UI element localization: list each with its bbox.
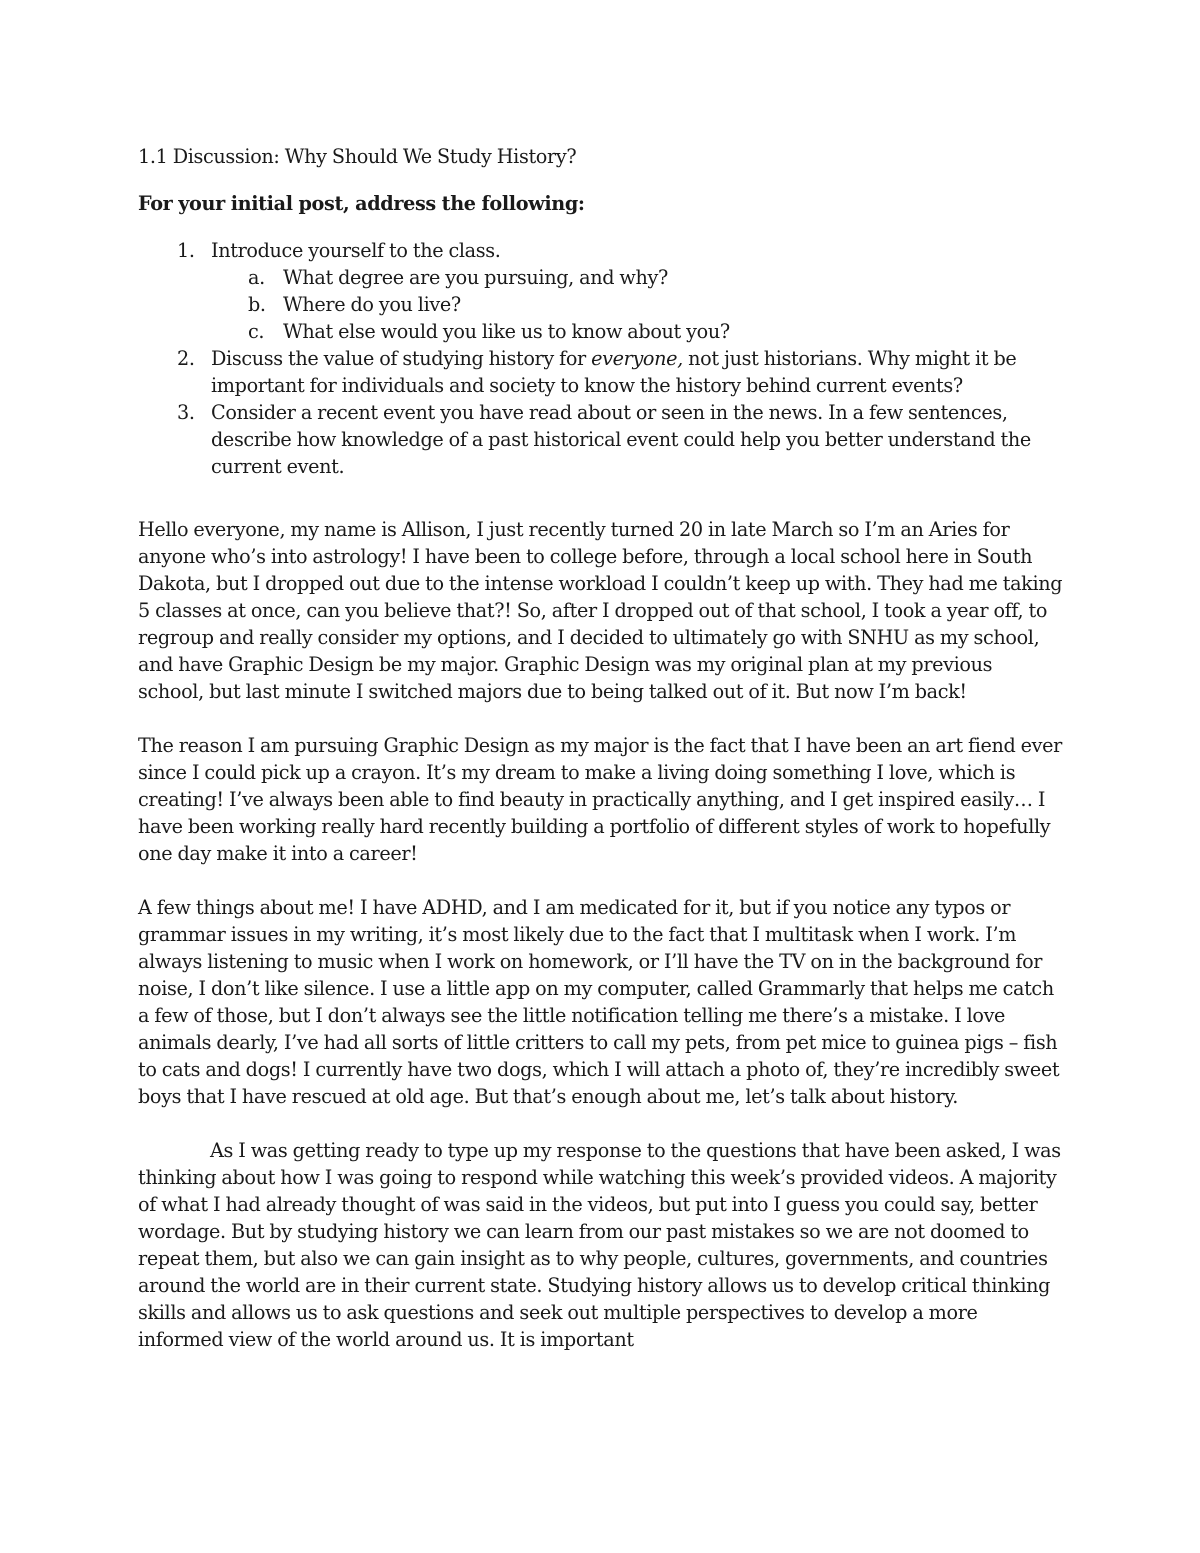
sub-question-letter: a. [248,266,265,289]
question-text: Introduce yourself to the class. [211,239,501,262]
sub-question-letter: b. [248,293,266,316]
question-number: 3. [177,401,195,424]
sub-question-item-a [211,264,1063,291]
question-number: 1. [177,239,195,262]
document-content [138,143,1063,1353]
question-text-before: Discuss the value of studying history for [211,347,592,370]
question-item-1 [138,237,1063,345]
question-text: Consider a recent event you have read about or seen in the news. In a few sentences, describe how knowledge of a past historical event could help you better understand the current event. [211,401,1031,478]
response-paragraph-intro: Hello everyone, my name is Allison, I just recently turned 20 in late March so I’m an Aries for anyone who’s into astrology! I have been to college before, through a local school here in South Dakota, but I dropped out due to the intense workload I couldn’t keep up with. They had me taking 5 classes at once, can you believe that?! So, after I dropped out of that school, I took a year off, to regroup and really consider my options, and I decided to ultimately go with SNHU as my school, and have Graphic Design be my major. Graphic Design was my original plan at my previous school, but last minute I switched majors due to being talked out of it. But now I’m back! [138,518,1063,703]
sub-question-letter: c. [248,320,265,343]
discussion-title: 1.1 Discussion: Why Should We Study History? [138,145,577,168]
question-item-3 [138,399,1063,480]
response-paragraph-degree: The reason I am pursuing Graphic Design as my major is the fact that I have been an art fiend ever since I could pick up a crayon. It’s my dream to make a living doing something I love, which is creating! I’ve always been able to find beauty in practically anything, and I get inspired easily… I have been working really hard recently building a portfolio of different styles of work to hopefully one day make it into a career! [138,734,1062,865]
sub-question-text: What else would you like us to know about you? [283,320,730,343]
question-item-2 [138,345,1063,399]
response-paragraph-about-me: A few things about me! I have ADHD, and I am medicated for it, but if you notice any typos or grammar issues in my writing, it’s most likely due to the fact that I multitask when I work. I’m always listening to music when I work on homework, or I’ll have the TV on in the background for noise, I don’t like silence. I use a little app on my computer, called Grammarly that helps me catch a few of those, but I don’t always see the little notification telling me there’s a mistake. I love animals dearly, I’ve had all sorts of little critters to call my pets, from pet mice to guinea pigs – fish to cats and dogs! I currently have two dogs, which I will attach a photo of, they’re incredibly sweet boys that I have rescued at old age. But that’s enough about me, let’s talk about history. [138,896,1060,1108]
response-paragraph-history: As I was getting ready to type up my response to the questions that have been asked, I was thinking about how I was going to respond while watching this week’s provided videos. A majority of what I had already thought of was said in the videos, but put into I guess you could say, better wordage. But by studying history we can learn from our past mistakes so we are not doomed to repeat them, but also we can gain insight as to why people, cultures, governments, and countries around the world are in their current state. Studying history allows us to develop critical thinking skills and allows us to ask questions and seek out multiple perspectives to develop a more informed view of the world around us. It is important [138,1139,1061,1351]
question-list [138,237,1063,480]
sub-question-item-b [211,291,1063,318]
sub-question-text: What degree are you pursuing, and why? [283,266,668,289]
sub-question-list [211,264,1063,345]
prompt-heading: For your initial post, address the following: [138,192,585,215]
question-number: 2. [177,347,195,370]
sub-question-text: Where do you live? [283,293,461,316]
question-text-emphasis: everyone, [591,347,683,370]
sub-question-item-c [211,318,1063,345]
question-text-after: not just historians. Why might it be important for individuals and society to know the history behind current events? [211,347,1017,397]
